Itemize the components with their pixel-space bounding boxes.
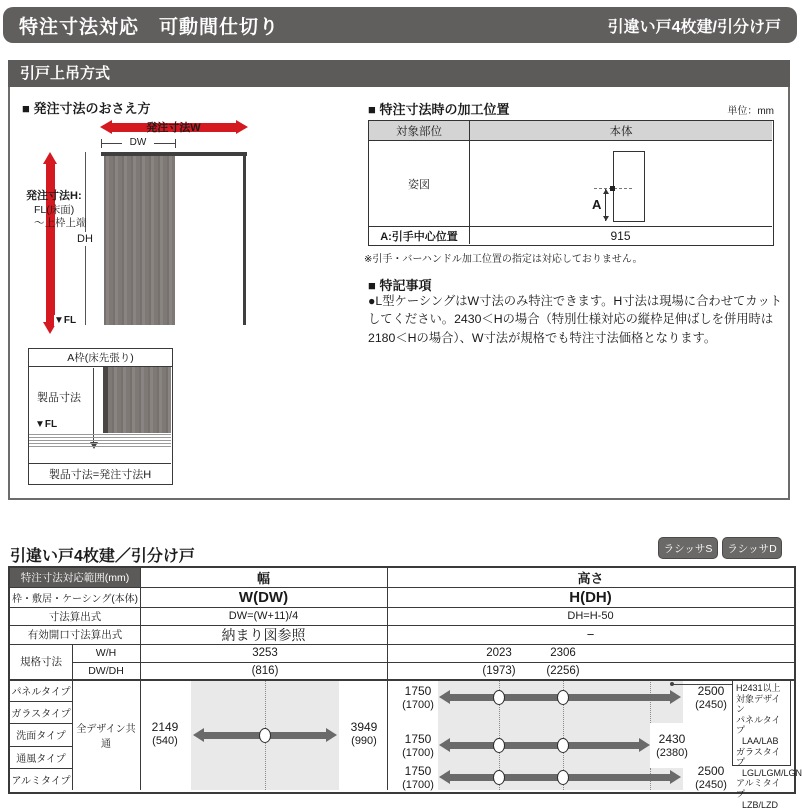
h3-max-sub: (2450) bbox=[695, 778, 727, 791]
h2-max: 2430 bbox=[658, 732, 686, 746]
aframe-door-edge bbox=[103, 367, 108, 433]
standard-height-dwdh-1: (1973) bbox=[482, 664, 516, 677]
h2-min-sub: (1700) bbox=[402, 746, 434, 759]
line bbox=[72, 662, 794, 663]
standard-dwdh-label: DW/DH bbox=[88, 664, 124, 677]
aframe-door-panel bbox=[103, 367, 171, 433]
dw-label: DW bbox=[122, 136, 154, 149]
type-label-panel: パネルタイプ bbox=[11, 686, 71, 698]
a-dim-label: A bbox=[592, 197, 602, 212]
standard-height-wh-2: 2306 bbox=[550, 647, 576, 659]
opening-row-width: 納まり図参照 bbox=[221, 626, 306, 643]
product-dim-line bbox=[93, 368, 94, 444]
product-dim-label: 製品寸法 bbox=[37, 392, 81, 404]
spec-section-title: 引違い戸4枚建／引分け戸 bbox=[10, 548, 195, 565]
height1-min-value bbox=[396, 685, 440, 711]
line bbox=[72, 644, 73, 790]
remarks-heading: ■ 特記事項 bbox=[368, 278, 432, 293]
h3-marker-1 bbox=[493, 770, 505, 785]
line bbox=[10, 607, 794, 608]
spec-col-height: 高さ bbox=[577, 571, 604, 586]
h1-min: 1750 bbox=[404, 684, 432, 698]
right-frame-line bbox=[243, 152, 246, 325]
height-range-arrow-2 bbox=[450, 742, 639, 749]
h2-marker-1 bbox=[493, 738, 505, 753]
sidebox-line: パネルタイプ bbox=[736, 714, 781, 736]
standard-wh-label: W/H bbox=[95, 647, 117, 659]
frame-row-width: W(DW) bbox=[238, 588, 289, 606]
dh-label: DH bbox=[72, 232, 98, 246]
width-max-value bbox=[342, 721, 386, 747]
machining-col-part: 対象部位 bbox=[369, 121, 469, 141]
sidebox-line: H2431以上 bbox=[736, 683, 781, 693]
door-panel bbox=[104, 156, 175, 325]
line bbox=[10, 644, 794, 645]
type-label-alumi: アルミタイプ bbox=[11, 775, 71, 787]
a-dim-arrow-bottom bbox=[603, 216, 609, 221]
height3-min-value bbox=[396, 765, 440, 791]
height1-max-value bbox=[689, 685, 733, 711]
line bbox=[140, 568, 141, 790]
sidebox-connector-dot bbox=[670, 682, 674, 686]
type-label-senmen: 洗面タイプ bbox=[16, 731, 66, 742]
h3-marker-2 bbox=[557, 770, 569, 785]
a-row-value: 915 bbox=[469, 226, 772, 244]
line bbox=[10, 587, 794, 588]
hanging-section-header: 引戸上吊方式 bbox=[8, 60, 790, 87]
dim-tick bbox=[101, 139, 102, 148]
height3-max-value bbox=[689, 765, 733, 791]
a-row-label: A:引手中心位置 bbox=[369, 226, 469, 244]
unit-label: 単位：mm bbox=[727, 106, 774, 117]
machining-col-body: 本体 bbox=[469, 121, 772, 141]
order-dimension-diagram bbox=[22, 118, 262, 346]
machining-heading: ■ 特注寸法時の加工位置 bbox=[368, 102, 510, 117]
width-standard-marker bbox=[259, 728, 271, 743]
formula-row-width: DW=(W+11)/4 bbox=[228, 610, 299, 622]
aframe-footer: 製品寸法=発注寸法H bbox=[29, 463, 171, 484]
standard-width-dwdh: (816) bbox=[251, 664, 279, 677]
figure-row-label: 姿図 bbox=[408, 178, 430, 191]
formula-row-height: DH=H-50 bbox=[567, 610, 614, 622]
order-h-line3: ～上枠上端 bbox=[34, 216, 87, 229]
floor-hatch bbox=[29, 434, 171, 447]
sidebox-connector bbox=[673, 684, 732, 685]
machining-note: ※引手・バーハンドル加工位置の指定は対応しておりません。 bbox=[364, 254, 643, 265]
sidebox-line: ガラスタイプ bbox=[736, 746, 781, 768]
standard-width-wh: 3253 bbox=[252, 647, 278, 659]
handle-marker bbox=[610, 186, 615, 191]
height-design-sidebox bbox=[732, 680, 802, 810]
page-title-bar bbox=[3, 7, 797, 43]
order-h-line2: FL(床面) bbox=[34, 203, 75, 216]
h1-min-sub: (1700) bbox=[402, 698, 434, 711]
line bbox=[387, 568, 388, 790]
machining-table bbox=[368, 120, 774, 246]
order-w-label: 発注寸法W bbox=[146, 122, 201, 134]
a-dim-arrow-top bbox=[603, 189, 609, 194]
h2-min: 1750 bbox=[404, 732, 432, 746]
standard-height-dwdh-2: (2256) bbox=[546, 664, 580, 677]
h2-max-sub: (2380) bbox=[656, 746, 688, 759]
width-max-sub: (990) bbox=[351, 734, 377, 747]
aframe-diagram bbox=[28, 348, 173, 485]
opening-row-height: − bbox=[586, 627, 595, 642]
h1-max-sub: (2450) bbox=[695, 698, 727, 711]
line bbox=[10, 679, 794, 681]
frame-row-height: H(DH) bbox=[569, 588, 612, 606]
h3-min: 1750 bbox=[404, 764, 432, 778]
opening-row-label: 有効開口寸法算出式 bbox=[27, 629, 123, 641]
sidebox-line: アルミタイプ bbox=[736, 778, 781, 800]
series-badge-lasissa-d: ラシッサD bbox=[722, 537, 782, 559]
width-max: 3949 bbox=[350, 720, 378, 734]
spec-table bbox=[8, 566, 802, 810]
figure-door-outline bbox=[613, 151, 645, 222]
dim-tick bbox=[175, 139, 176, 148]
standard-label: 規格寸法 bbox=[20, 656, 62, 668]
sidebox-line: LAA/LAB bbox=[742, 736, 779, 747]
line bbox=[10, 723, 72, 724]
measure-heading: ■ 発注寸法のおさえ方 bbox=[22, 101, 151, 116]
height2-max-value bbox=[650, 733, 694, 759]
line bbox=[10, 768, 72, 769]
width-min-value bbox=[143, 721, 187, 747]
frame-row-label: 枠・敷居・ケーシング(本体) bbox=[11, 593, 138, 605]
line bbox=[10, 625, 794, 626]
width-min-sub: (540) bbox=[152, 734, 178, 747]
type-label-glass: ガラスタイプ bbox=[11, 708, 71, 720]
aframe-title: A枠(床先張り) bbox=[29, 349, 172, 367]
page-title: 特注寸法対応 可動間仕切り bbox=[19, 16, 280, 38]
height-2430-dotline-top bbox=[650, 679, 651, 723]
standard-height-wh-1: 2023 bbox=[486, 647, 512, 659]
h2-marker-2 bbox=[557, 738, 569, 753]
h1-max: 2500 bbox=[697, 684, 725, 698]
sidebox-line: 対象デザイン bbox=[736, 693, 781, 715]
h3-min-sub: (1700) bbox=[402, 778, 434, 791]
common-design-label: 全デザイン共通 bbox=[76, 723, 136, 750]
page-subtitle: 引違い戸4枚建/引分け戸 bbox=[607, 18, 781, 36]
spec-col-width: 幅 bbox=[256, 571, 270, 586]
order-h-line1: 発注寸法H: bbox=[26, 190, 82, 202]
order-h-arrow bbox=[46, 164, 55, 322]
height2-min-value bbox=[396, 733, 440, 759]
formula-row-label: 寸法算出式 bbox=[48, 610, 102, 623]
series-badge-lasissa-s: ラシッサS bbox=[658, 537, 718, 559]
aframe-fl-marker: ▼FL bbox=[35, 419, 58, 430]
order-h-label bbox=[26, 190, 106, 230]
line bbox=[10, 746, 72, 747]
sidebox-line: LZB/LZD bbox=[742, 799, 779, 810]
h3-max: 2500 bbox=[697, 764, 725, 778]
h1-marker-1 bbox=[493, 690, 505, 705]
spec-range-header: 特注寸法対応範囲(mm) bbox=[10, 568, 140, 587]
h1-marker-2 bbox=[557, 690, 569, 705]
line bbox=[10, 701, 72, 702]
width-min: 2149 bbox=[151, 720, 179, 734]
remarks-bullet: ●L型ケーシングはW寸法のみ特注できます。H寸法は現場に合わせてカットしてください。2430＜Hの場合（特別仕様対応の縦枠足伸ばしを併用時は2180＜Hの場合）、W寸法が規格でも特注寸法価格となります。 bbox=[368, 294, 783, 345]
type-label-tsufu: 通風タイプ bbox=[16, 753, 66, 765]
fl-marker: ▼FL bbox=[54, 315, 77, 326]
sidebox-line: LGL/LGM/LGN bbox=[742, 767, 802, 778]
